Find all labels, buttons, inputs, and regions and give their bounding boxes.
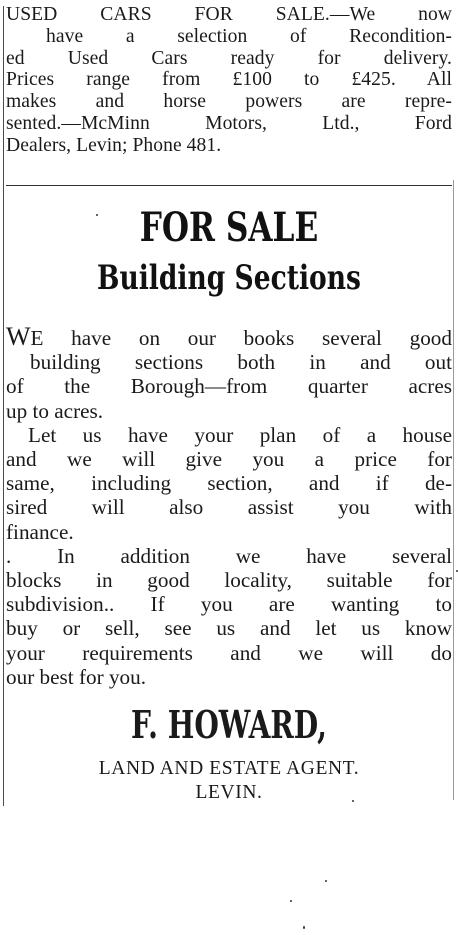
ad-line: Prices range from £100 to £425. All: [6, 69, 452, 91]
ad-line: blocks in good locality, suitable for: [6, 568, 452, 593]
column-separator: [6, 185, 452, 186]
ad-line: have a selection of Recondition-: [46, 25, 452, 47]
ad-line: and we will give you a price for: [6, 447, 452, 472]
ad-line: our best for you.: [6, 664, 147, 689]
ad-line: sired will also assist you with: [6, 495, 452, 520]
ad-line: up to acres.: [6, 398, 104, 423]
drop-cap: W: [6, 322, 31, 351]
ad-line: buy or sell, see us and let us know: [6, 616, 452, 641]
ad-heading: FOR SALE: [139, 204, 319, 251]
column-rule-right: [453, 180, 454, 800]
ad-line: makes and horse powers are repre-: [6, 91, 452, 113]
ad-line: your requirements and we will do: [6, 640, 452, 665]
ad-line: sented.—McMinn Motors, Ltd., Ford: [6, 112, 452, 134]
ad-line: building sections both in and out: [30, 350, 452, 375]
agent-title: LAND AND ESTATE AGENT.: [98, 758, 360, 779]
agent-town: LEVIN.: [195, 782, 263, 803]
ad-line-text: E have on our books several good: [30, 326, 452, 350]
building-sections-ad: [6, 322, 452, 689]
ad-line: Dealers, Levin; Phone 481.: [6, 134, 222, 156]
ad-line: of the Borough—from quarter acres: [6, 374, 452, 399]
ad-line: . In addition we have several: [6, 543, 452, 568]
column-rule-left: [3, 6, 4, 806]
ad-subheading: Building Sections: [97, 258, 361, 298]
agent-name: F. HOWARD,: [131, 702, 327, 747]
ad-line: subdivision.. If you are wanting to: [6, 592, 452, 617]
ad-line: ed Used Cars ready for delivery.: [6, 47, 452, 69]
ad-line: Let us have your plan of a house: [28, 422, 452, 447]
ad-line: [6, 322, 452, 351]
ad-line: finance.: [6, 519, 74, 544]
used-cars-ad: [6, 4, 452, 157]
ad-line: USED CARS FOR SALE.—We now: [6, 4, 452, 25]
ad-line: same, including section, and if de-: [6, 471, 452, 496]
